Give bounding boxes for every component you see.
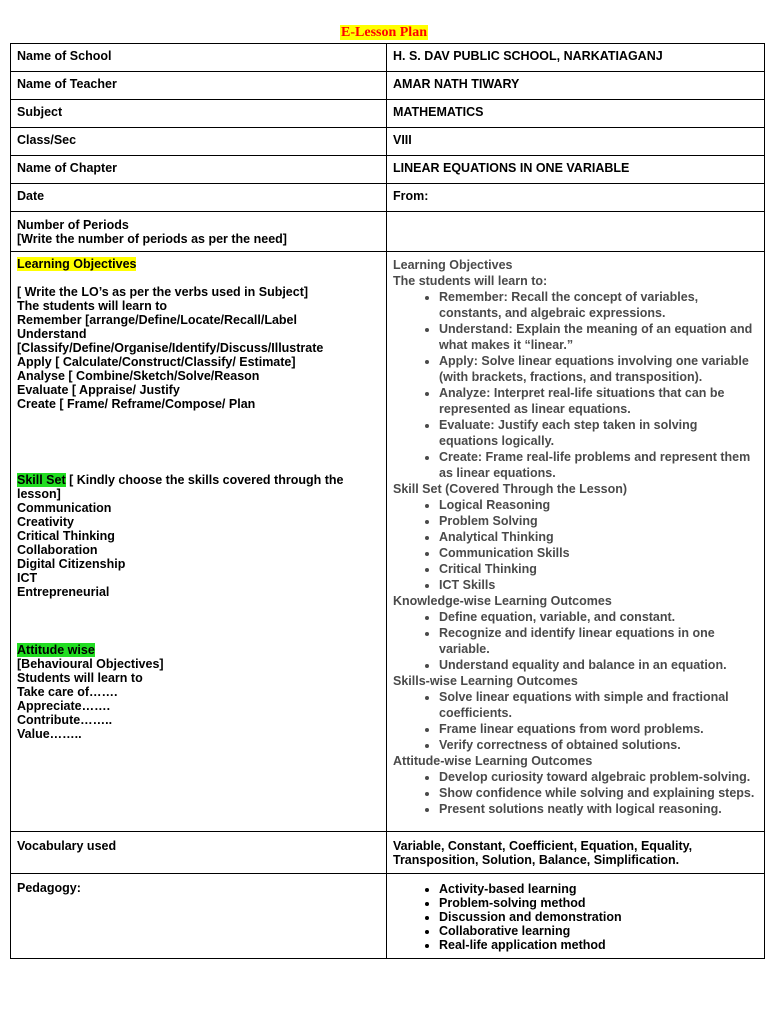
skills-outcome-item: • Frame linear equations from word problems. xyxy=(439,721,758,737)
periods-note: [Write the number of periods as per the need] xyxy=(17,232,287,246)
attitude-line: Appreciate……. xyxy=(17,699,111,713)
lo-instruction-line: [ Write the LO’s as per the verbs used in Subject] xyxy=(17,285,309,299)
lo-instruction-line: Create [ Frame/ Reframe/Compose/ Plan xyxy=(17,397,256,411)
right-lo-heading: Learning Objectives xyxy=(393,258,513,272)
periods-cell xyxy=(11,212,387,252)
skill-item: Entrepreneurial xyxy=(17,585,110,599)
date-value: From: xyxy=(387,184,765,212)
table-row xyxy=(11,100,765,128)
pedagogy-item: • Real-life application method xyxy=(439,938,758,952)
lesson-plan-table xyxy=(10,43,765,959)
attitude-line: [Behavioural Objectives] xyxy=(17,657,164,671)
table-row xyxy=(11,874,765,959)
right-skills-heading: Skills-wise Learning Outcomes xyxy=(393,674,578,688)
right-lo-list xyxy=(393,289,758,481)
pedagogy-label: Pedagogy: xyxy=(11,874,387,959)
skill-item: • Analytical Thinking xyxy=(439,529,758,545)
teacher-value: AMAR NATH TIWARY xyxy=(387,72,765,100)
attitude-outcome-item: • Show confidence while solving and explaining steps. xyxy=(439,785,758,801)
lo-instruction-line: Remember [arrange/Define/Locate/Recall/Label xyxy=(17,313,297,327)
right-attitude-heading: Attitude-wise Learning Outcomes xyxy=(393,754,593,768)
chapter-value: LINEAR EQUATIONS IN ONE VARIABLE xyxy=(387,156,765,184)
attitude-line: Take care of……. xyxy=(17,685,118,699)
subject-label: Subject xyxy=(11,100,387,128)
objective-item: • Create: Frame real-life problems and represent them as linear equations. xyxy=(439,449,758,481)
pedagogy-item: • Activity-based learning xyxy=(439,882,758,896)
attitude-outcome-item: • Present solutions neatly with logical reasoning. xyxy=(439,801,758,817)
skill-item: • Communication Skills xyxy=(439,545,758,561)
skill-item: • Problem Solving xyxy=(439,513,758,529)
table-row xyxy=(11,184,765,212)
knowledge-outcome-item: • Understand equality and balance in an equation. xyxy=(439,657,758,673)
table-row xyxy=(11,252,765,832)
knowledge-outcome-item: • Recognize and identify linear equations in one variable. xyxy=(439,625,758,657)
skill-item: ICT xyxy=(17,571,38,585)
skills-outcome-item: • Solve linear equations with simple and fractional coefficients. xyxy=(439,689,758,721)
lo-instruction-line: Understand xyxy=(17,327,87,341)
skill-item: Digital Citizenship xyxy=(17,557,126,571)
objective-item: • Apply: Solve linear equations involving one variable (with brackets, fractions, and transposition). xyxy=(439,353,758,385)
periods-value xyxy=(387,212,765,252)
skill-item: • Critical Thinking xyxy=(439,561,758,577)
objective-item: • Understand: Explain the meaning of an equation and what makes it “linear.” xyxy=(439,321,758,353)
knowledge-outcome-item: • Define equation, variable, and constant. xyxy=(439,609,758,625)
skill-item: Critical Thinking xyxy=(17,529,115,543)
vocab-label: Vocabulary used xyxy=(11,832,387,874)
lo-heading: Learning Objectives xyxy=(17,257,137,271)
table-row xyxy=(11,156,765,184)
skill-item: Creativity xyxy=(17,515,74,529)
school-label: Name of School xyxy=(11,44,387,72)
objective-item: • Remember: Recall the concept of variables, constants, and algebraic expressions. xyxy=(439,289,758,321)
attitude-outcome-item: • Develop curiosity toward algebraic problem-solving. xyxy=(439,769,758,785)
subject-value: MATHEMATICS xyxy=(387,100,765,128)
lo-instruction-line: Apply [ Calculate/Construct/Classify/ Estimate] xyxy=(17,355,296,369)
table-row xyxy=(11,44,765,72)
table-row xyxy=(11,72,765,100)
document-title: E-Lesson Plan xyxy=(341,25,427,40)
skill-item: Collaboration xyxy=(17,543,98,557)
right-lo-intro: The students will learn to: xyxy=(393,274,548,288)
skill-item: • Logical Reasoning xyxy=(439,497,758,513)
right-knowledge-heading: Knowledge-wise Learning Outcomes xyxy=(393,594,612,608)
periods-label: Number of Periods xyxy=(17,218,129,232)
table-row xyxy=(11,212,765,252)
attitude-list xyxy=(17,657,380,741)
objective-item: • Evaluate: Justify each step taken in solving equations logically. xyxy=(439,417,758,449)
attitude-line: Students will learn to xyxy=(17,671,143,685)
vocab-value: Variable, Constant, Coefficient, Equation, Equality, Transposition, Solution, Balance, Simplification. xyxy=(387,832,765,874)
class-value: VIII xyxy=(387,128,765,156)
pedagogy-item: • Collaborative learning xyxy=(439,924,758,938)
right-knowledge-list xyxy=(393,609,758,673)
attitude-line: Contribute…….. xyxy=(17,713,113,727)
date-label: Date xyxy=(11,184,387,212)
teacher-label: Name of Teacher xyxy=(11,72,387,100)
skill-item: Communication xyxy=(17,501,112,515)
objectives-right-cell xyxy=(387,252,765,832)
pedagogy-cell xyxy=(387,874,765,959)
objectives-left-cell xyxy=(11,252,387,832)
lo-instruction-line: Analyse [ Combine/Sketch/Solve/Reason xyxy=(17,369,260,383)
right-skill-list xyxy=(393,497,758,593)
skill-item: • ICT Skills xyxy=(439,577,758,593)
chapter-label: Name of Chapter xyxy=(11,156,387,184)
skill-heading-note: [ Kindly choose the skills covered through the lesson] xyxy=(17,473,344,501)
pedagogy-item: • Discussion and demonstration xyxy=(439,910,758,924)
right-attitude-list xyxy=(393,769,758,817)
table-row xyxy=(11,832,765,874)
lo-instructions xyxy=(17,285,380,411)
attitude-heading: Attitude wise xyxy=(17,643,95,657)
objective-item: • Analyze: Interpret real-life situations that can be represented as linear equations. xyxy=(439,385,758,417)
skill-heading: Skill Set xyxy=(17,473,66,487)
lo-instruction-line: The students will learn to xyxy=(17,299,168,313)
right-skills-list xyxy=(393,689,758,753)
skill-list xyxy=(17,501,380,599)
lo-instruction-line: Evaluate [ Appraise/ Justify xyxy=(17,383,180,397)
class-label: Class/Sec xyxy=(11,128,387,156)
attitude-line: Value…….. xyxy=(17,727,82,741)
school-value: H. S. DAV PUBLIC SCHOOL, NARKATIAGANJ xyxy=(387,44,765,72)
skill-set-block xyxy=(17,473,380,501)
pedagogy-list xyxy=(393,882,758,952)
skills-outcome-item: • Verify correctness of obtained solutions. xyxy=(439,737,758,753)
table-row xyxy=(11,128,765,156)
pedagogy-item: • Problem-solving method xyxy=(439,896,758,910)
lo-instruction-line: [Classify/Define/Organise/Identify/Discuss/Illustrate xyxy=(17,341,324,355)
right-skill-heading: Skill Set (Covered Through the Lesson) xyxy=(393,482,628,496)
